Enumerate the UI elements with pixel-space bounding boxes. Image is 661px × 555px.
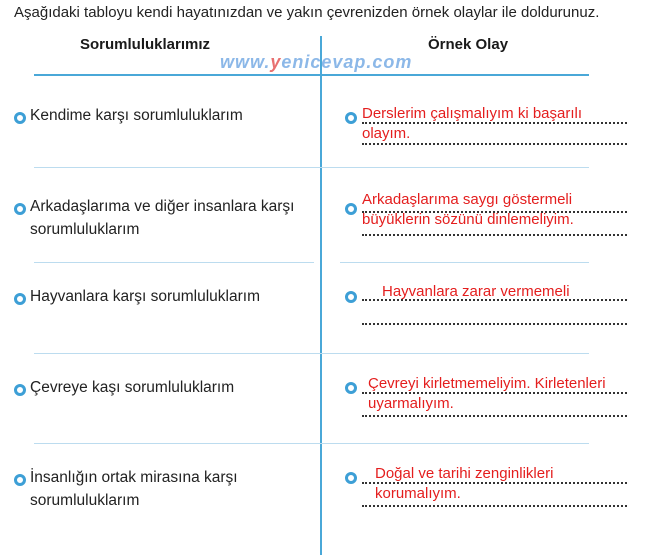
responsibility-label: Çevreye kaşı sorumluluklarım: [30, 379, 235, 396]
column-header-responsibilities: Sorumluluklarımız: [80, 36, 211, 53]
column-header-example: Örnek Olay: [428, 36, 509, 53]
answer-line: [362, 299, 627, 301]
responsibility-label: Hayvanlara karşı sorumluluklarım: [30, 288, 260, 305]
row-divider: [34, 167, 589, 168]
bullet-icon: [14, 474, 26, 486]
bullet-icon: [14, 112, 26, 124]
row-divider: [34, 443, 589, 444]
row-divider: [34, 353, 589, 354]
bullet-icon: [345, 382, 357, 394]
responsibility-label: İnsanlığın ortak mirasına karşı sorumluluklarım: [30, 469, 238, 509]
watermark-brand-rest: enicevap.com: [281, 52, 413, 72]
bullet-icon: [345, 291, 357, 303]
answer-line: [362, 234, 627, 236]
answer-text: Doğal ve tarihi zenginlikleri korumalıyım.: [375, 465, 554, 502]
column-divider: [320, 36, 322, 555]
answer-line: [362, 392, 627, 394]
watermark-brand-y: y: [270, 52, 282, 72]
answer-text: Arkadaşlarıma saygı göstermeli büyüklerin sözünü dinlemeliyim.: [362, 191, 574, 228]
answer-line: [362, 505, 627, 507]
answer-line: [362, 323, 627, 325]
row-divider: [340, 262, 589, 263]
bullet-icon: [14, 384, 26, 396]
watermark-prefix: www.: [220, 52, 271, 72]
row-divider: [34, 262, 314, 263]
responsibility-label: Arkadaşlarıma ve diğer insanlara karşı sorumluluklarım: [30, 198, 295, 238]
bullet-icon: [14, 203, 26, 215]
answer-line: [362, 143, 627, 145]
header-divider: [34, 74, 589, 76]
answer-line: [362, 482, 627, 484]
answer-line: [362, 415, 627, 417]
watermark: [220, 52, 412, 73]
answer-line: [362, 211, 627, 213]
answer-line: [362, 122, 627, 124]
answer-text: Çevreyi kirletmemeliyim. Kirletenleri uyarmalıyım.: [368, 375, 606, 412]
answer-text: Derslerim çalışmalıyım ki başarılı olayım.: [362, 105, 583, 142]
bullet-icon: [345, 112, 357, 124]
responsibility-label: Kendime karşı sorumluluklarım: [30, 107, 243, 124]
bullet-icon: [14, 293, 26, 305]
bullet-icon: [345, 472, 357, 484]
instruction-text: Aşağıdaki tabloyu kendi hayatınızdan ve yakın çevrenizden örnek olaylar ile doldurunuz.: [14, 4, 600, 21]
bullet-icon: [345, 203, 357, 215]
answer-text: Hayvanlara zarar vermemeli: [382, 283, 570, 300]
